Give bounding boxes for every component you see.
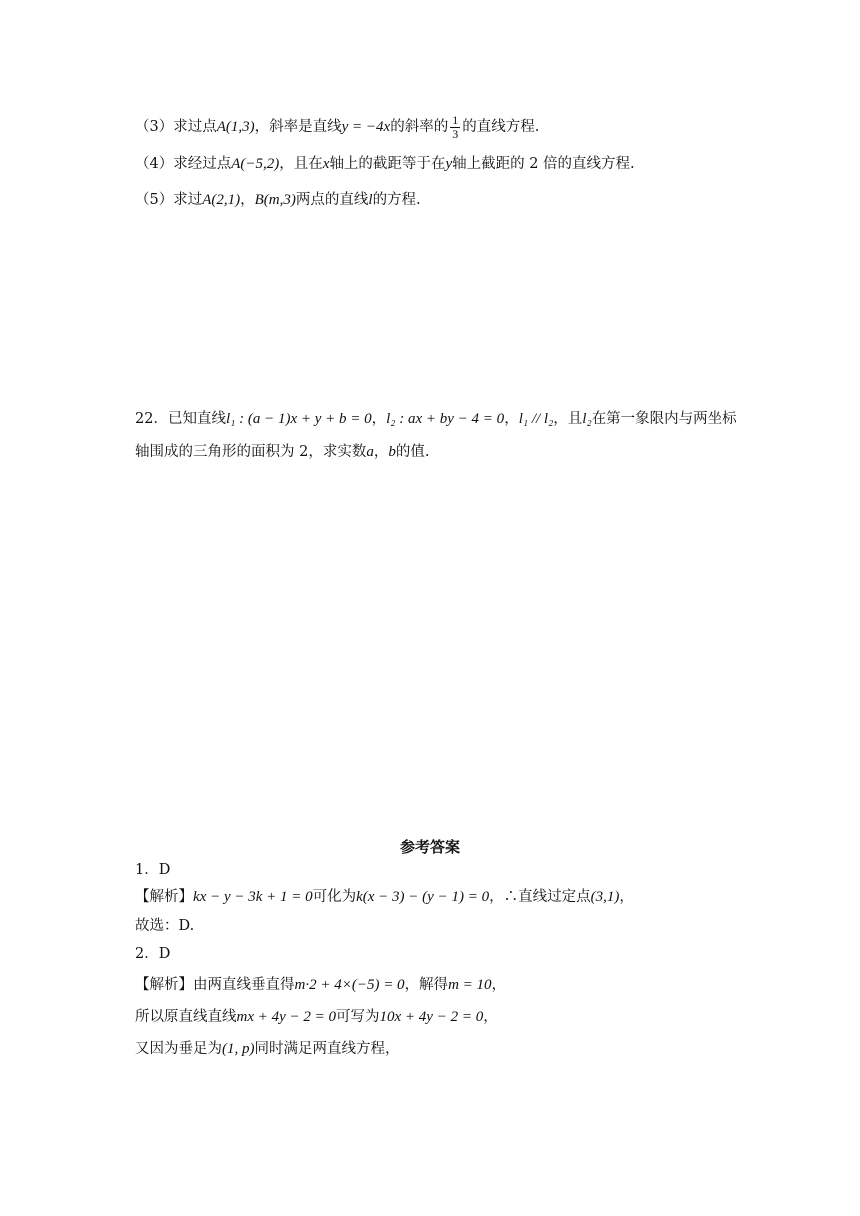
q5-suffix: 的方程. [372,192,421,208]
q3-mid2: 的斜率的 [390,119,449,136]
question-3 [135,114,539,140]
q22-prefix: 22．已知直线 [135,411,226,427]
a2-t3: ， [491,977,507,993]
q3-suffix: 的直线方程. [462,119,540,136]
q4-mid2: 轴上的截距等于在 [329,156,446,172]
q22-sep2: ， [504,411,519,427]
q22-l1-eq: l₁ : (a − 1)x + y + b = 0 [225,411,372,427]
q4-suffix: 轴上截距的 2 倍的直线方程. [452,156,635,172]
answer-2-line3 [135,1040,400,1058]
q22-sep1: ， [371,411,387,427]
q5-prefix: （5）求过 [135,192,203,208]
q22-l2-suffix: 的值. [395,444,430,460]
q22-var-a: a [366,444,374,460]
q22-l2-prefix: 轴围成的三角形的面积为 2，求实数 [135,444,367,460]
q22-l2-eq: l₂ : ax + by − 4 = 0 [386,411,505,427]
a2-t1: 由两直线垂直得 [193,977,295,993]
q4-point: A(−5,2) [231,156,280,172]
a1-eq2: k(x − 3) − (y − 1) = 0 [356,889,490,905]
a2-t2: ，解得 [404,977,449,993]
a2-l2-t3: ， [483,1009,498,1025]
q5-point-b: B(m,3) [254,192,296,208]
a2-eq2: m = 10 [448,977,492,993]
a2-l2-t2: 可写为 [336,1009,380,1025]
answer-2-analysis [135,976,506,994]
q5-var-l: l [368,192,373,208]
answer-2-label: 2．D [135,946,171,962]
q3-frac-den: 3 [452,126,459,141]
a1-point: (3,1) [590,889,620,905]
a1-t3: ， [619,889,634,905]
q22-parallel: l₁ // l₂ [518,411,554,427]
a1-tag: 【解析】 [135,889,193,905]
q3-frac-num: 1 [452,113,459,127]
q4-var-y: y [445,156,453,172]
q22-l2-sep: ， [373,444,389,460]
q3-line-eq: y = −4x [341,119,391,136]
a2-l2-t1: 所以原直线直线 [135,1009,237,1025]
q22-suffix: 在第一象限内与两坐标 [591,411,737,427]
q4-mid1: ，且在 [279,156,323,172]
q22-var-b: b [388,444,396,460]
a2-l2-eq2: 10x + 4y − 2 = 0 [379,1009,484,1025]
q22-l2: l₂ [582,411,592,427]
a2-eq1: m·2 + 4×(−5) = 0 [294,977,405,993]
q3-mid1: ，斜率是直线 [254,119,342,136]
q4-prefix: （4）求经过点 [135,156,232,172]
question-4 [135,155,635,173]
answers-heading: 参考答案 [399,838,460,856]
q4-var-x: x [322,156,330,172]
a2-l3-t2: 同时满足两直线方程， [254,1041,400,1057]
answer-1-label: 1．D [135,862,171,878]
a2-l3-t1: 又因为垂足为 [135,1041,222,1057]
q5-sep: ， [240,192,255,208]
question-22-line1 [135,410,737,428]
answer-2-line2 [135,1008,498,1026]
a2-tag: 【解析】 [135,977,193,993]
a1-t1: 可化为 [312,889,357,905]
a2-l2-eq1: mx + 4y − 2 = 0 [236,1009,337,1025]
a1-t2: ，∴直线过定点 [489,889,591,905]
q5-mid: 两点的直线 [295,192,369,208]
q3-fraction [450,114,460,140]
a1-eq1: kx − y − 3k + 1 = 0 [193,889,313,905]
q3-point: A(1,3) [216,119,255,136]
answer-1-analysis [135,888,634,906]
answer-1-choice: 故选：D. [135,918,195,934]
q22-sep3: ，且 [553,411,583,427]
question-5 [135,191,421,209]
q3-prefix: （3）求过点 [135,119,217,136]
question-22-line2 [135,443,429,461]
q5-point-a: A(2,1) [202,192,241,208]
a2-l3-point: (1, p) [222,1041,255,1057]
